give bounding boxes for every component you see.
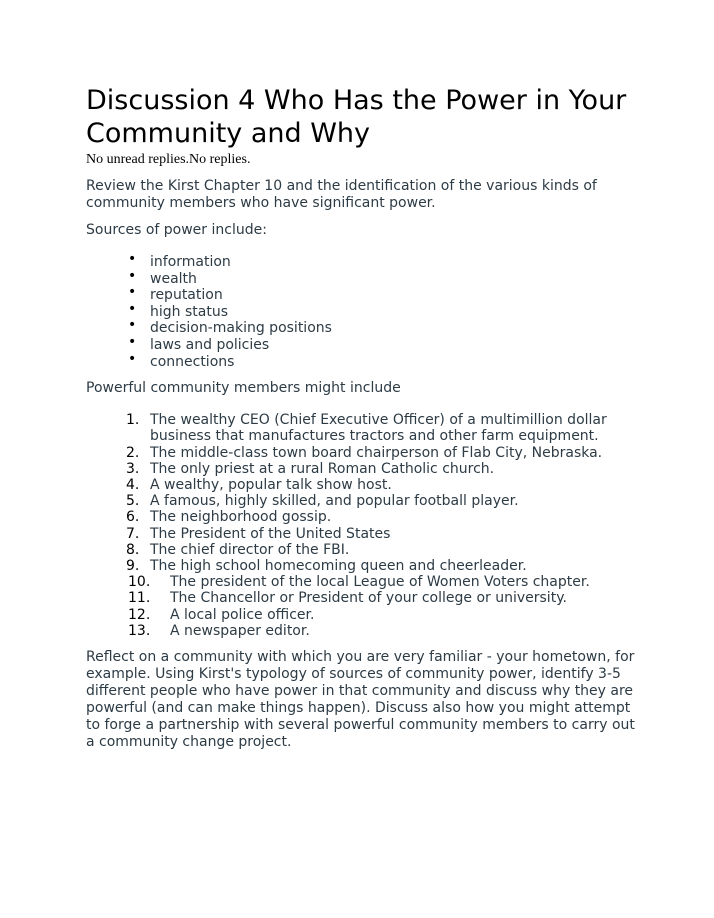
list-item [86,509,646,525]
list-item [86,493,646,509]
list-item-text: A newspaper editor. [170,622,310,639]
list-item-text: The middle-class town board chairperson of Flab City, Nebraska. [150,444,603,461]
list-number: 11. [128,590,151,607]
sources-list [86,251,646,370]
list-item [86,574,646,590]
list-item-text: wealth [150,270,197,287]
list-item-text: The neighborhood gossip. [150,509,332,526]
list-item [86,558,646,574]
list-item-text: A local police officer. [170,606,315,623]
intro-paragraph: Review the Kirst Chapter 10 and the identification of the various kinds of community members who have significant power. [86,178,597,211]
list-item [86,607,646,623]
list-item [128,317,646,337]
list-item-text: laws and policies [150,336,270,353]
list-number: 13. [128,622,151,639]
bullet-icon: • [128,333,137,350]
list-item [128,267,646,288]
list-number: 2. [126,444,140,461]
list-item [86,542,646,558]
list-item [128,300,646,321]
list-number: 1. [126,412,140,429]
list-item-text: high status [150,303,228,320]
list-item-text: The chief director of the FBI. [150,541,350,558]
list-item-text: A wealthy, popular talk show host. [150,476,392,493]
list-item-text: The President of the United States [150,525,391,542]
bullet-icon: • [128,251,137,267]
members-heading: Powerful community members might include [86,380,401,397]
list-item-text: decision-making positions [150,320,332,337]
list-item-text: The only priest at a rural Roman Catholic church. [150,460,495,477]
replies-status: No unread replies.No replies. [86,152,251,167]
list-item-text: The wealthy CEO (Chief Executive Officer) of a multimillion dollar business that manufactures tractors and other farm equipment. [150,412,607,445]
list-item-text: The president of the local League of Women Voters chapter. [170,574,590,591]
members-list [86,412,646,639]
sources-heading: Sources of power include: [86,222,267,238]
list-number: 5. [126,493,140,510]
list-item [86,623,646,639]
bullet-icon: • [128,350,137,367]
bullet-icon: • [128,317,137,334]
list-item [86,526,646,542]
list-item-text: A famous, highly skilled, and popular football player. [150,493,519,510]
list-number: 3. [126,460,140,477]
list-number: 10. [128,574,151,591]
list-item [128,251,646,271]
list-item [128,284,646,304]
list-number: 7. [126,525,140,542]
list-number: 9. [126,557,140,574]
list-item [128,350,646,371]
list-item [86,461,646,477]
list-item [86,412,646,444]
bullet-icon: • [128,300,137,317]
list-item-text: information [150,254,231,270]
list-item [128,333,646,354]
list-item-text: The Chancellor or President of your college or university. [170,590,567,607]
list-item [86,445,646,461]
list-number: 12. [128,606,151,623]
bullet-icon: • [128,267,137,284]
list-item-text: connections [150,353,235,370]
list-item [86,477,646,493]
bullet-icon: • [128,284,137,301]
reflection-paragraph: Reflect on a community with which you are very familiar - your hometown, for example. Using Kirst's typology of sources of community power, identify 3-5 different people who have power in that community and discuss why they are powerful (and can make things happen). Discuss also how you might attempt to forge a partnership with several powerful community members to carry out a community change project. [86,649,635,750]
discussion-page [86,84,646,751]
list-item [86,590,646,606]
list-item-text: The high school homecoming queen and cheerleader. [150,557,527,574]
page-title: Discussion 4 Who Has the Power in Your Community and Why [86,85,627,149]
list-number: 4. [126,476,140,493]
list-number: 8. [126,541,140,558]
list-number: 6. [126,509,140,526]
list-item-text: reputation [150,287,223,304]
